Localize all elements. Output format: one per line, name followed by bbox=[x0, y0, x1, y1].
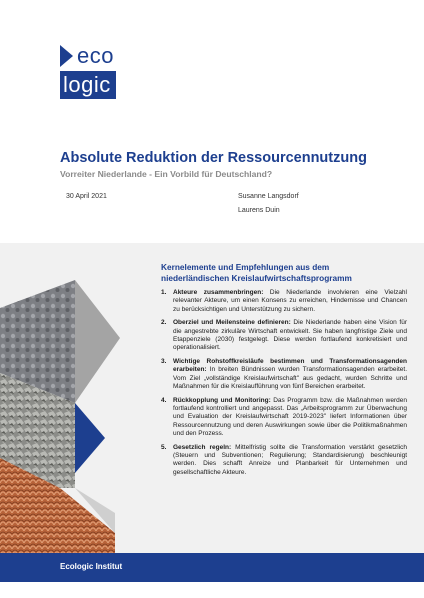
item-body: Die Niederlande involvieren eine Vielzahl relevanter Akteure, um einen Konsens zu erreichen, Hindernisse und Chancen zu berücksichtigen und Unterstützung zu sichern. bbox=[173, 289, 407, 313]
item-text bbox=[173, 319, 407, 352]
item-heading: Wichtige Rohstoffkreisläufe bestimmen und Transformationsagenden erarbeiten: bbox=[173, 358, 407, 374]
logo-logic-text: logic bbox=[60, 71, 116, 99]
author-name: Susanne Langsdorf bbox=[238, 193, 299, 200]
list-item bbox=[161, 397, 407, 438]
image-blue-triangle bbox=[75, 403, 105, 473]
logo-eco-text: eco bbox=[77, 43, 114, 68]
author-name: Laurens Duin bbox=[238, 207, 280, 214]
item-body: In breiten Bündnissen wurden Transformationsagenden erarbeitet. Vom Ziel „vollständige Kreislaufwirtschaft" aus gedacht, wurden Schritte und Maßnahmen für die Kreislaufführung von fünf Bereichen erarbeitet. bbox=[173, 366, 407, 390]
footer-bar bbox=[0, 553, 424, 582]
item-text bbox=[173, 289, 407, 314]
item-number: 5. bbox=[161, 443, 167, 451]
item-heading: Akteure zusammenbringen: bbox=[173, 289, 264, 296]
box-heading-line: Kernelemente und Empfehlungen aus dem bbox=[161, 262, 330, 272]
item-body: Mittelfristig sollte die Transformation verstärkt gesetzlich (Steuern und Subventionen; Regulierung; Standardisierung) beschleunigt werden. Dies schafft Anreize und Planbarkeit für Unternehmen und gesellschaftliche Akteure. bbox=[173, 443, 407, 476]
item-number: 3. bbox=[161, 358, 167, 366]
box-heading-line: niederländischen Kreislaufwirtschaftsprogramm bbox=[161, 272, 352, 283]
image-gray-triangle bbox=[75, 280, 120, 403]
item-heading: Oberziel und Meilensteine definieren: bbox=[173, 319, 291, 327]
recommendations-list bbox=[161, 289, 407, 482]
item-heading: Gesetzlich regeln: bbox=[173, 443, 232, 451]
box-heading bbox=[161, 262, 401, 283]
item-heading: Rückkopplung und Monitoring: bbox=[173, 396, 271, 404]
item-text bbox=[173, 444, 407, 477]
list-item bbox=[161, 319, 407, 352]
list-item bbox=[161, 444, 407, 477]
item-number: 1. bbox=[161, 289, 167, 296]
document-subtitle: Vorreiter Niederlande - Ein Vorbild für Deutschland? bbox=[60, 169, 273, 179]
publication-date: 30 April 2021 bbox=[66, 193, 107, 200]
item-text bbox=[173, 397, 407, 438]
item-number: 2. bbox=[161, 319, 167, 327]
bottom-margin bbox=[0, 582, 424, 598]
item-body: Das Programm bzw. die Maßnahmen werden fortlaufend kontrolliert und angepasst. Das „Arbeitsprogramm zur Überwachung und Evaluation der Kreislaufwirtschaft 2019-2023" liefert Informationen über Ressourcennutzung und deren Auswirkungen sowie über die Politikmaßnahmen und den Prozess. bbox=[173, 396, 407, 437]
document-title: Absolute Reduktion der Ressourcennutzung bbox=[60, 150, 367, 166]
footer-institute-name: Ecologic Institut bbox=[60, 562, 123, 571]
list-item bbox=[161, 289, 407, 314]
logo-triangle-icon bbox=[60, 45, 73, 67]
resource-materials-image-collage bbox=[0, 243, 155, 553]
ecologic-logo bbox=[60, 44, 116, 99]
item-number: 4. bbox=[161, 396, 167, 404]
item-body: Die Niederlande haben eine Vision für die angestrebte zirkuläre Wirtschaft entwickelt. Sie haben langfristige Ziele und Etappenziele (2030) festgelegt. Diese werden fortlaufend konkretisiert und operationalisiert. bbox=[173, 319, 407, 352]
list-item bbox=[161, 358, 407, 391]
item-text bbox=[173, 358, 407, 391]
logo-top-row bbox=[60, 44, 116, 68]
